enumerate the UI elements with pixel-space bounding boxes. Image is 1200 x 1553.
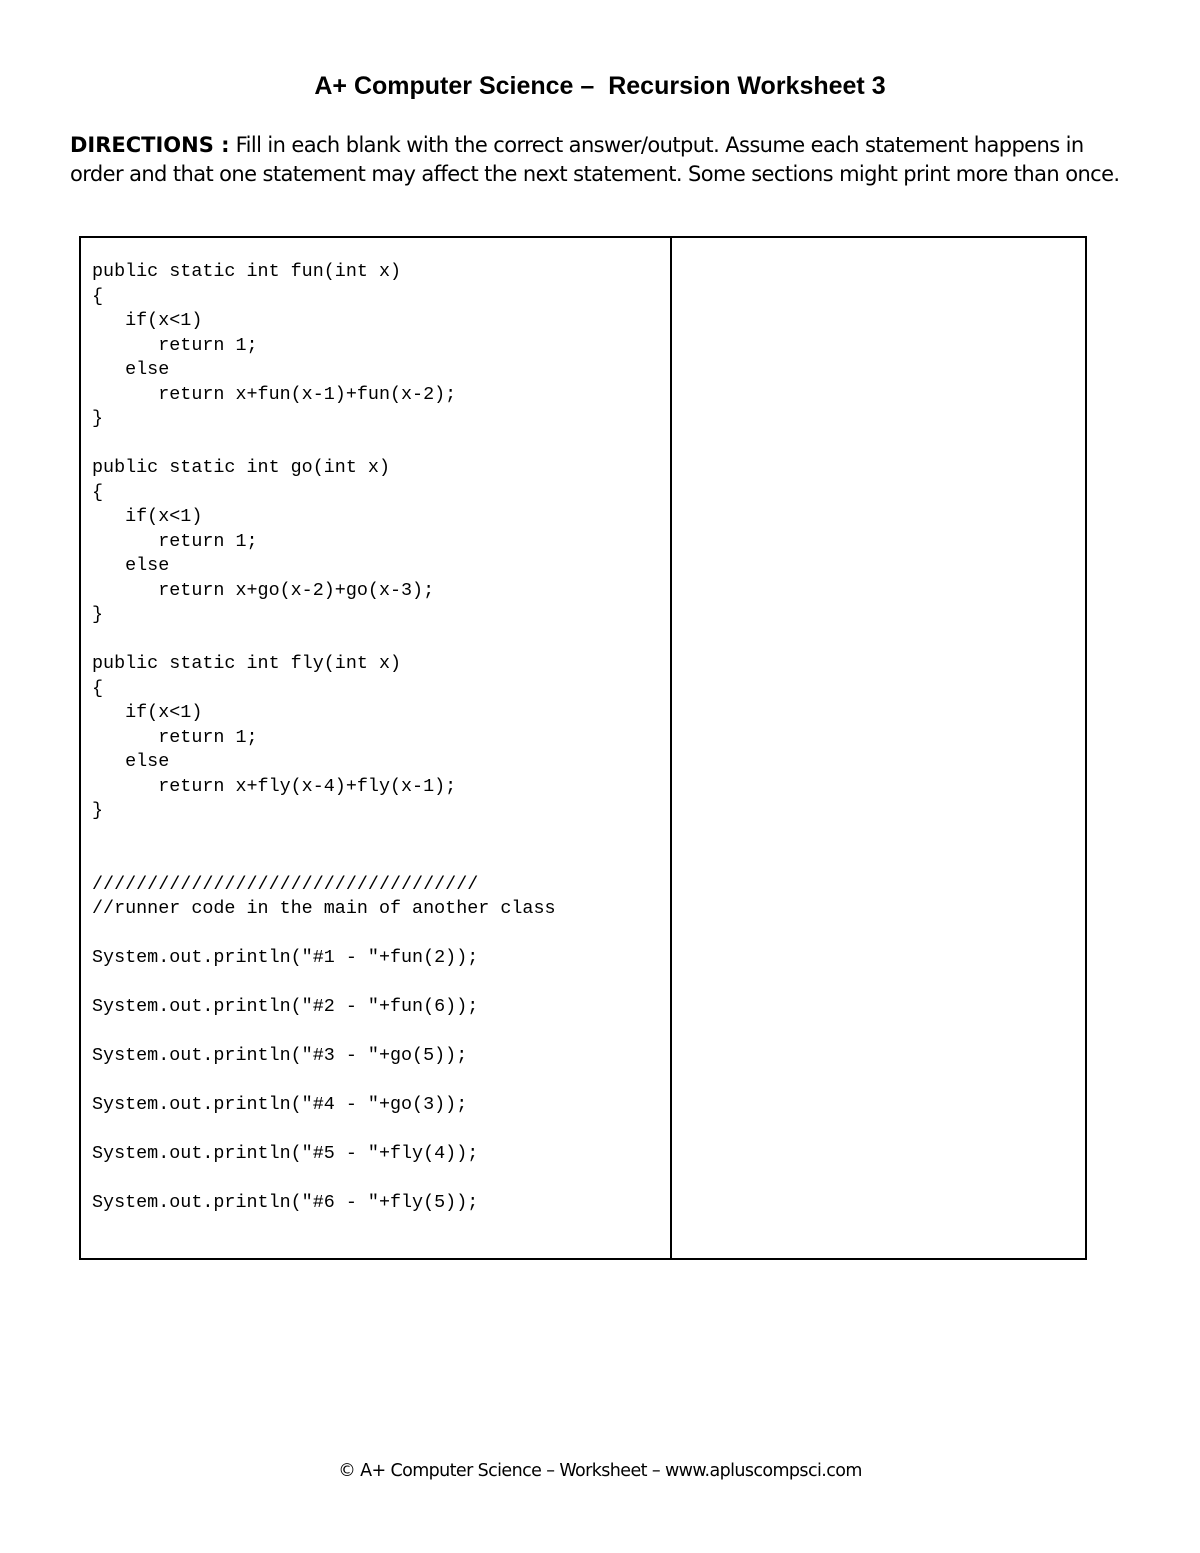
code-line: return 1;: [92, 334, 258, 356]
code-line: else: [92, 359, 170, 380]
code-line: [92, 824, 556, 849]
code-line: [92, 1118, 556, 1143]
code-line: }: [92, 800, 104, 821]
code-line: [92, 1069, 556, 1094]
code-line: System.out.println("#6 - "+fly(5));: [92, 1192, 479, 1213]
code-line: {: [92, 677, 104, 699]
code-line: if(x<1): [92, 310, 203, 331]
code-line: {: [92, 285, 104, 307]
code-line: //runner code in the main of another class: [92, 898, 556, 919]
directions-label: DIRECTIONS :: [70, 133, 230, 157]
code-listing: [92, 260, 556, 1216]
code-line: [92, 971, 556, 996]
code-line: return 1;: [92, 726, 258, 748]
code-line: if(x<1): [92, 506, 203, 527]
code-line: }: [92, 604, 104, 625]
code-line: System.out.println("#5 - "+fly(4));: [92, 1143, 479, 1164]
code-line: System.out.println("#1 - "+fun(2));: [92, 947, 479, 968]
code-line: public static int go(int x): [92, 457, 390, 478]
code-line: [92, 628, 556, 653]
code-line: return x+fun(x-1)+fun(x-2);: [92, 383, 457, 405]
code-line: return x+go(x-2)+go(x-3);: [92, 579, 435, 601]
code-line: System.out.println("#2 - "+fun(6));: [92, 996, 479, 1017]
code-line: return 1;: [92, 530, 258, 552]
code-line: System.out.println("#3 - "+go(5));: [92, 1045, 468, 1066]
code-line: else: [92, 751, 170, 772]
code-line: [92, 1167, 556, 1192]
code-line: System.out.println("#4 - "+go(3));: [92, 1094, 468, 1115]
code-line: public static int fun(int x): [92, 261, 402, 282]
code-line: return x+fly(x-4)+fly(x-1);: [92, 775, 457, 797]
code-line: ///////////////////////////////////: [92, 873, 479, 895]
answer-column[interactable]: [672, 238, 1085, 1258]
directions: [70, 131, 1135, 188]
code-line: [92, 848, 556, 873]
footer-copyright: © A+ Computer Science – Worksheet – www.apluscompsci.com: [338, 1461, 862, 1481]
code-line: }: [92, 408, 104, 429]
directions-text: Fill in each blank with the correct answer/output. Assume each statement happens in order and that one statement may affect the next statement. Some sections might print more than once.: [70, 133, 1120, 186]
code-line: else: [92, 555, 170, 576]
code-line: [92, 1020, 556, 1045]
code-line: {: [92, 481, 104, 503]
code-line: [92, 432, 556, 457]
code-line: public static int fly(int x): [92, 653, 402, 674]
page-title: A+ Computer Science – Recursion Worksheet 3: [314, 72, 886, 100]
code-line: if(x<1): [92, 702, 203, 723]
worksheet-table: [79, 236, 1087, 1260]
code-line: [92, 922, 556, 947]
